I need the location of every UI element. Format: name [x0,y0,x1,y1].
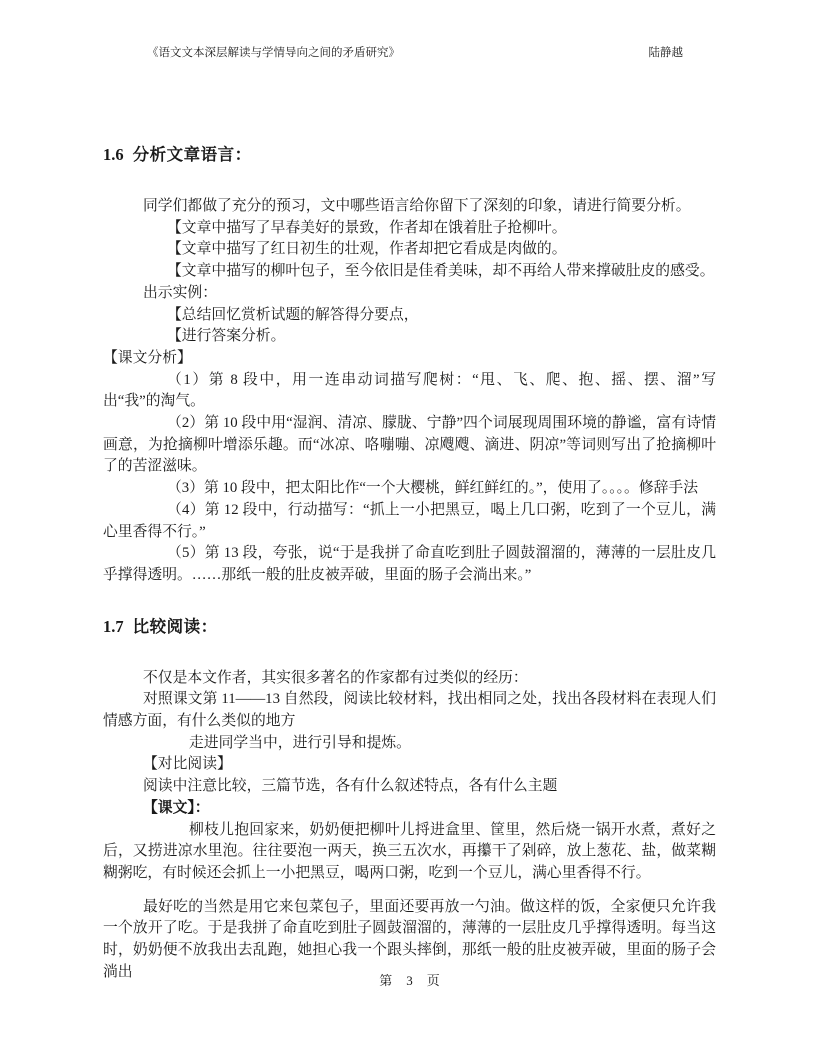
document-body [103,145,716,984]
paragraph: 出示实例： [143,284,217,301]
paragraph: （5）第 13 段，夸张，说“于是我拼了命直吃到肚子圆鼓溜溜的，薄薄的一层肚皮几乎撑得透明。……那纸一般的肚皮被弄破，里面的肠子会淌出来。” [103,545,716,583]
paragraph: 阅读中注意比较，三篇节选，各有什么叙述特点，各有什么主题 [143,778,558,795]
page-header [147,46,683,60]
paragraph: 【课文】： [143,799,210,816]
footer-page-prefix: 第 [379,973,393,988]
paragraph: （4）第 12 段中，行动描写：“抓上一小把黑豆，喝上几口粥，吃到了一个豆儿，满心里香得不行。” [103,501,716,540]
paragraph: 柳枝儿抱回家来，奶奶便把柳叶儿捋进盒里、筐里，然后烧一锅开水煮，煮好之后，又捞进凉水里泡。往往要泡一两天，换三五次水，再攥干了剁碎，放上葱花、盐，做菜糊糊粥吃，有时候还会抓上一小把黑豆，喝两口粥，吃到一个豆儿，满心里香得不行。 [103,821,716,881]
paragraph: 走进同学当中，进行引导和提炼。 [189,734,411,751]
paragraph: 【对比阅读】 [143,756,232,773]
paragraph: 【课文分析】 [103,349,192,366]
paragraph: 【文章中描写了早春美好的景致，作者却在饿着肚子抢柳叶。 [167,219,567,236]
section-1.6 [103,145,716,587]
section-number: 1.6 [103,145,124,164]
paragraph: 对照课文第 11——13 自然段，阅读比较材料，找出相同之处，找出各段材料在表现人们情感方面，有什么类似的地方 [103,691,716,730]
section-title: 比较阅读： [132,617,218,636]
section-heading [103,145,716,165]
section-1.7 [103,617,716,984]
paragraph: （2）第 10 段中用“湿润、清凉、朦胧、宁静”四个词展现周围环境的静谧，富有诗情画意，为抢摘柳叶增添乐趣。而“冰凉、咯嘣嘣、凉飕飕、滴进、阴凉”等词则写出了抢摘柳叶了的苦涩滋味。 [103,415,716,475]
footer-page-number: 3 [406,973,413,988]
page-footer [103,973,716,989]
paragraph: （3）第 10 段中，把太阳比作“一个大樱桃，鲜红鲜红的。”，使用了。。。。修辞手法 [167,480,699,497]
paragraph: 【进行答案分析。 [167,328,286,345]
paragraph: （1）第 8 段中，用一连串动词描写爬树：“甩、飞、爬、抱、摇、摆、溜”写出“我”的淘气。 [103,371,716,410]
header-author: 陆静越 [648,47,683,59]
footer-page-suffix: 页 [426,973,440,988]
paragraph: 【总结回忆赏析试题的解答得分要点， [167,306,419,323]
paragraph: 不仅是本文作者，其实很多著名的作家都有过类似的经历： [143,669,528,686]
paragraph: 同学们都做了充分的预习，文中哪些语言给你留下了深刻的印象，请进行简要分析。 [143,198,691,214]
paragraph: 最好吃的当然是用它来包菜包子，里面还要再放一勺油。做这样的饭，全家便只允许我一个放开了吃。于是我拼了命直吃到肚子圆鼓溜溜的，薄薄的一层肚皮几乎撑得透明。每当这时，奶奶便不放我出去乱跑，她担心我一个跟头摔倒，那纸一般的肚皮被弄破，里面的肠子会淌出 [103,898,716,980]
paragraph: 【文章中描写了红日初生的壮观，作者却把它看成是肉做的。 [167,241,567,258]
header-title: 《语文文本深层解读与学情导向之间的矛盾研究》 [147,47,400,59]
section-heading [103,617,716,637]
section-number: 1.7 [103,616,124,636]
section-title: 分析文章语言： [132,146,252,164]
paragraph: 【文章中描写的柳叶包子，至今依旧是佳肴美味，却不再给人带来撑破肚皮的感受。 [167,263,715,280]
